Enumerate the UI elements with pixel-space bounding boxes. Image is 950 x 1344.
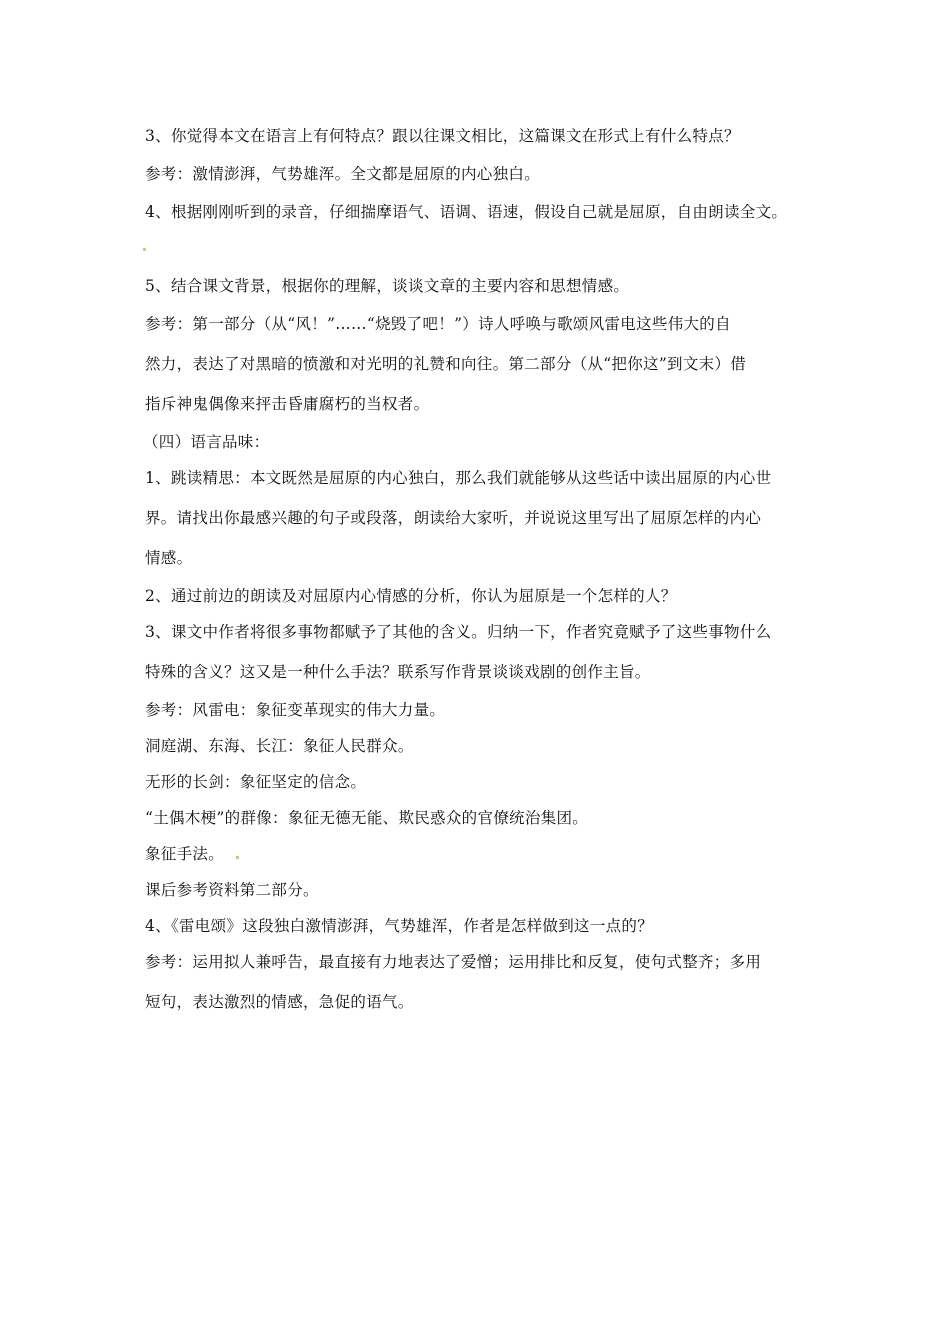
scan-speck — [143, 248, 146, 251]
answer-symbol-idols: “土偶木梗”的群像：象征无德无能、欺民惑众的官僚统治集团。 — [145, 809, 589, 827]
answer-4-line-1: 参考：运用拟人兼呼告，最直接有力地表达了爱憎；运用排比和反复，使句式整齐；多用 — [145, 953, 762, 971]
task-3-line-1: 3、课文中作者将很多事物都赋予了其他的含义。归纳一下，作者究竟赋予了这些事物什么 — [145, 623, 772, 641]
answer-technique: 象征手法。 — [145, 845, 225, 863]
question-3-language: 3、你觉得本文在语言上有何特点？跟以往课文相比，这篇课文在形式上有什么特点？ — [145, 127, 740, 145]
task-2: 2、通过前边的朗读及对屈原内心情感的分析，你认为屈原是一个怎样的人？ — [145, 587, 677, 605]
task-3-line-2: 特殊的含义？这又是一种什么手法？联系写作背景谈谈戏剧的创作主旨。 — [145, 663, 651, 681]
task-1-line-1: 1、跳读精思：本文既然是屈原的内心独白，那么我们就能够从这些话中读出屈原的内心世 — [145, 469, 772, 487]
task-1-line-3: 情感。 — [145, 549, 193, 567]
answer-4-line-2: 短句，表达激烈的情感，急促的语气。 — [145, 993, 414, 1011]
question-5-content: 5、结合课文背景，根据你的理解，谈谈文章的主要内容和思想情感。 — [145, 277, 630, 295]
section-heading-language: （四）语言品味： — [143, 433, 270, 451]
answer-symbol-thunder: 参考：风雷电：象征变革现实的伟大力量。 — [145, 701, 446, 719]
answer-5-line-2: 然力，表达了对黑暗的愤激和对光明的礼赞和向往。第二部分（从“把你这”到文末）借 — [145, 355, 747, 373]
answer-symbol-waters: 洞庭湖、东海、长江：象征人民群众。 — [145, 737, 414, 755]
answer-5-line-1: 参考：第一部分（从“风！”……“烧毁了吧！”）诗人呼唤与歌颂风雷电这些伟大的自 — [145, 315, 731, 333]
answer-3: 参考：激情澎湃，气势雄浑。全文都是屈原的内心独白。 — [145, 165, 541, 183]
scan-speck — [236, 856, 239, 859]
answer-5-line-3: 指斥神鬼偶像来抨击昏庸腐朽的当权者。 — [145, 395, 430, 413]
after-class-reference: 课后参考资料第二部分。 — [145, 881, 319, 899]
task-4: 4、《雷电颂》这段独白激情澎湃，气势雄浑，作者是怎样做到这一点的？ — [145, 917, 654, 935]
question-4-read-aloud: 4、根据刚刚听到的录音，仔细揣摩语气、语调、语速，假设自己就是屈原，自由朗读全文。 — [145, 203, 788, 221]
answer-symbol-sword: 无形的长剑：象征坚定的信念。 — [145, 773, 367, 791]
task-1-line-2: 界。请找出你最感兴趣的句子或段落，朗读给大家听，并说说这里写出了屈原怎样的内心 — [145, 509, 762, 527]
